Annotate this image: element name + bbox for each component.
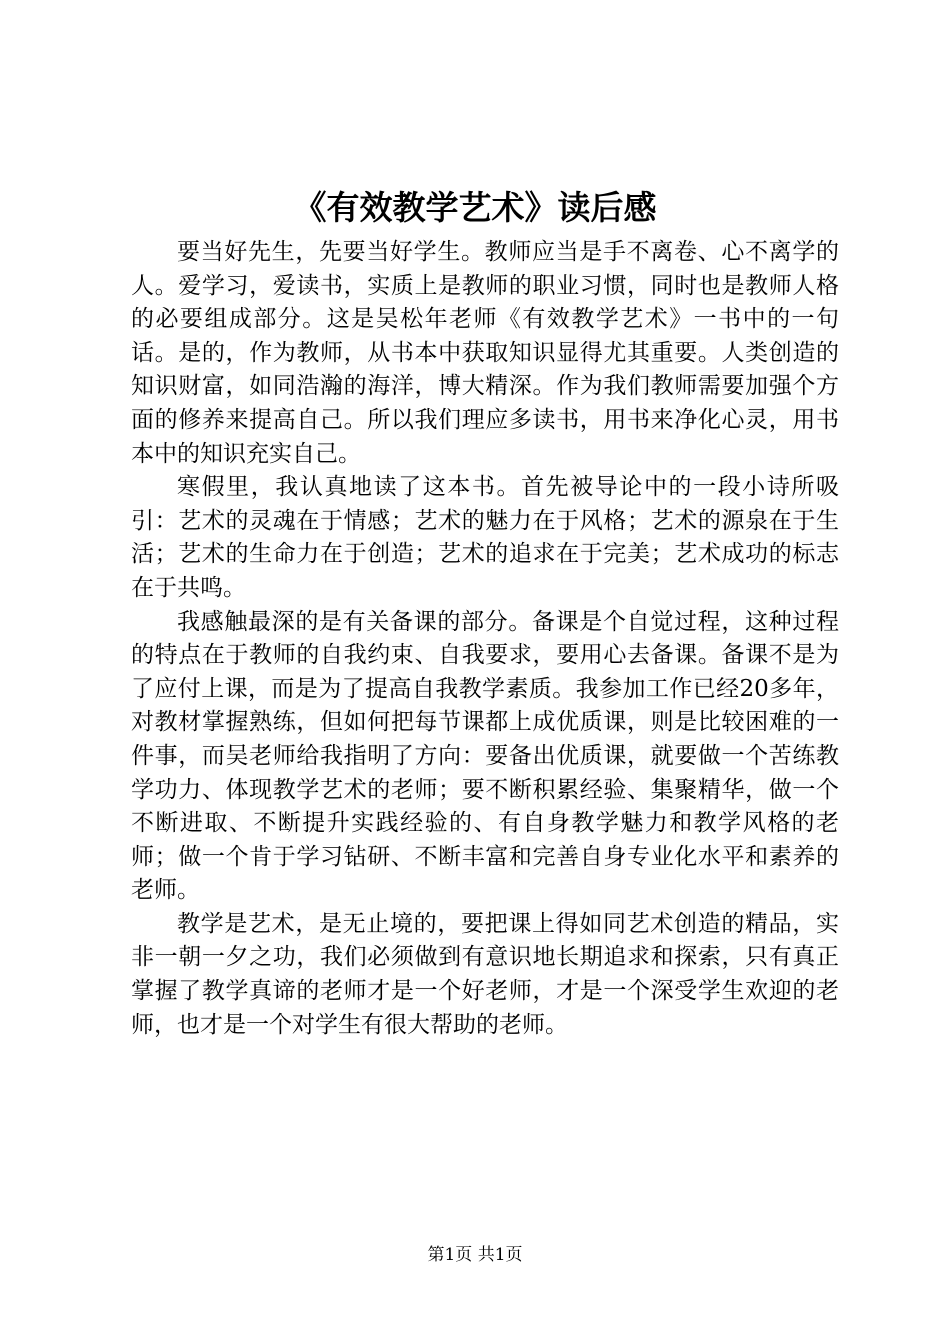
paragraph-3: 我感触最深的是有关备课的部分。备课是个自觉过程，这种过程的特点在于教师的自我约束、自我要求，要用心去备课。备课不是为了应付上课，而是为了提高自我教学素质。我参加工作已经20多年，对教材掌握熟练，但如何把每节课都上成优质课，则是比较困难的一件事，而吴老师给我指明了方向：要备出优质课，就要做一个苦练教学功力、体现教学艺术的老师；要不断积累经验、集聚精华，做一个不断进取、不断提升实践经验的、有自身教学魅力和教学风格的老师；做一个肯于学习钻研、不断丰富和完善自身专业化水平和素养的老师。 (131, 608, 839, 904)
paragraph-4: 教学是艺术，是无止境的，要把课上得如同艺术创造的精品，实非一朝一夕之功，我们必须做到有意识地长期追求和探索，只有真正掌握了教学真谛的老师才是一个好老师，才是一个深受学生欢迎的老师，也才是一个对学生有很大帮助的老师。 (131, 910, 839, 1038)
document-title: 《有效教学艺术》读后感 (293, 188, 657, 227)
paragraph-2: 寒假里，我认真地读了这本书。首先被导论中的一段小诗所吸引：艺术的灵魂在于情感；艺术的魅力在于风格；艺术的源泉在于生活；艺术的生命力在于创造；艺术的追求在于完美；艺术成功的标志在于共鸣。 (131, 474, 839, 601)
page-number-footer: 第1页 共1页 (427, 1245, 523, 1265)
document-body (131, 236, 839, 1042)
paragraph-1: 要当好先生，先要当好学生。教师应当是手不离卷、心不离学的人。爱学习，爱读书，实质上是教师的职业习惯，同时也是教师人格的必要组成部分。这是吴松年老师《有效教学艺术》一书中的一句话。是的，作为教师，从书本中获取知识显得尤其重要。人类创造的知识财富，如同浩瀚的海洋，博大精深。作为我们教师需要加强个方面的修养来提高自己。所以我们理应多读书，用书来净化心灵，用书本中的知识充实自己。 (131, 239, 839, 467)
